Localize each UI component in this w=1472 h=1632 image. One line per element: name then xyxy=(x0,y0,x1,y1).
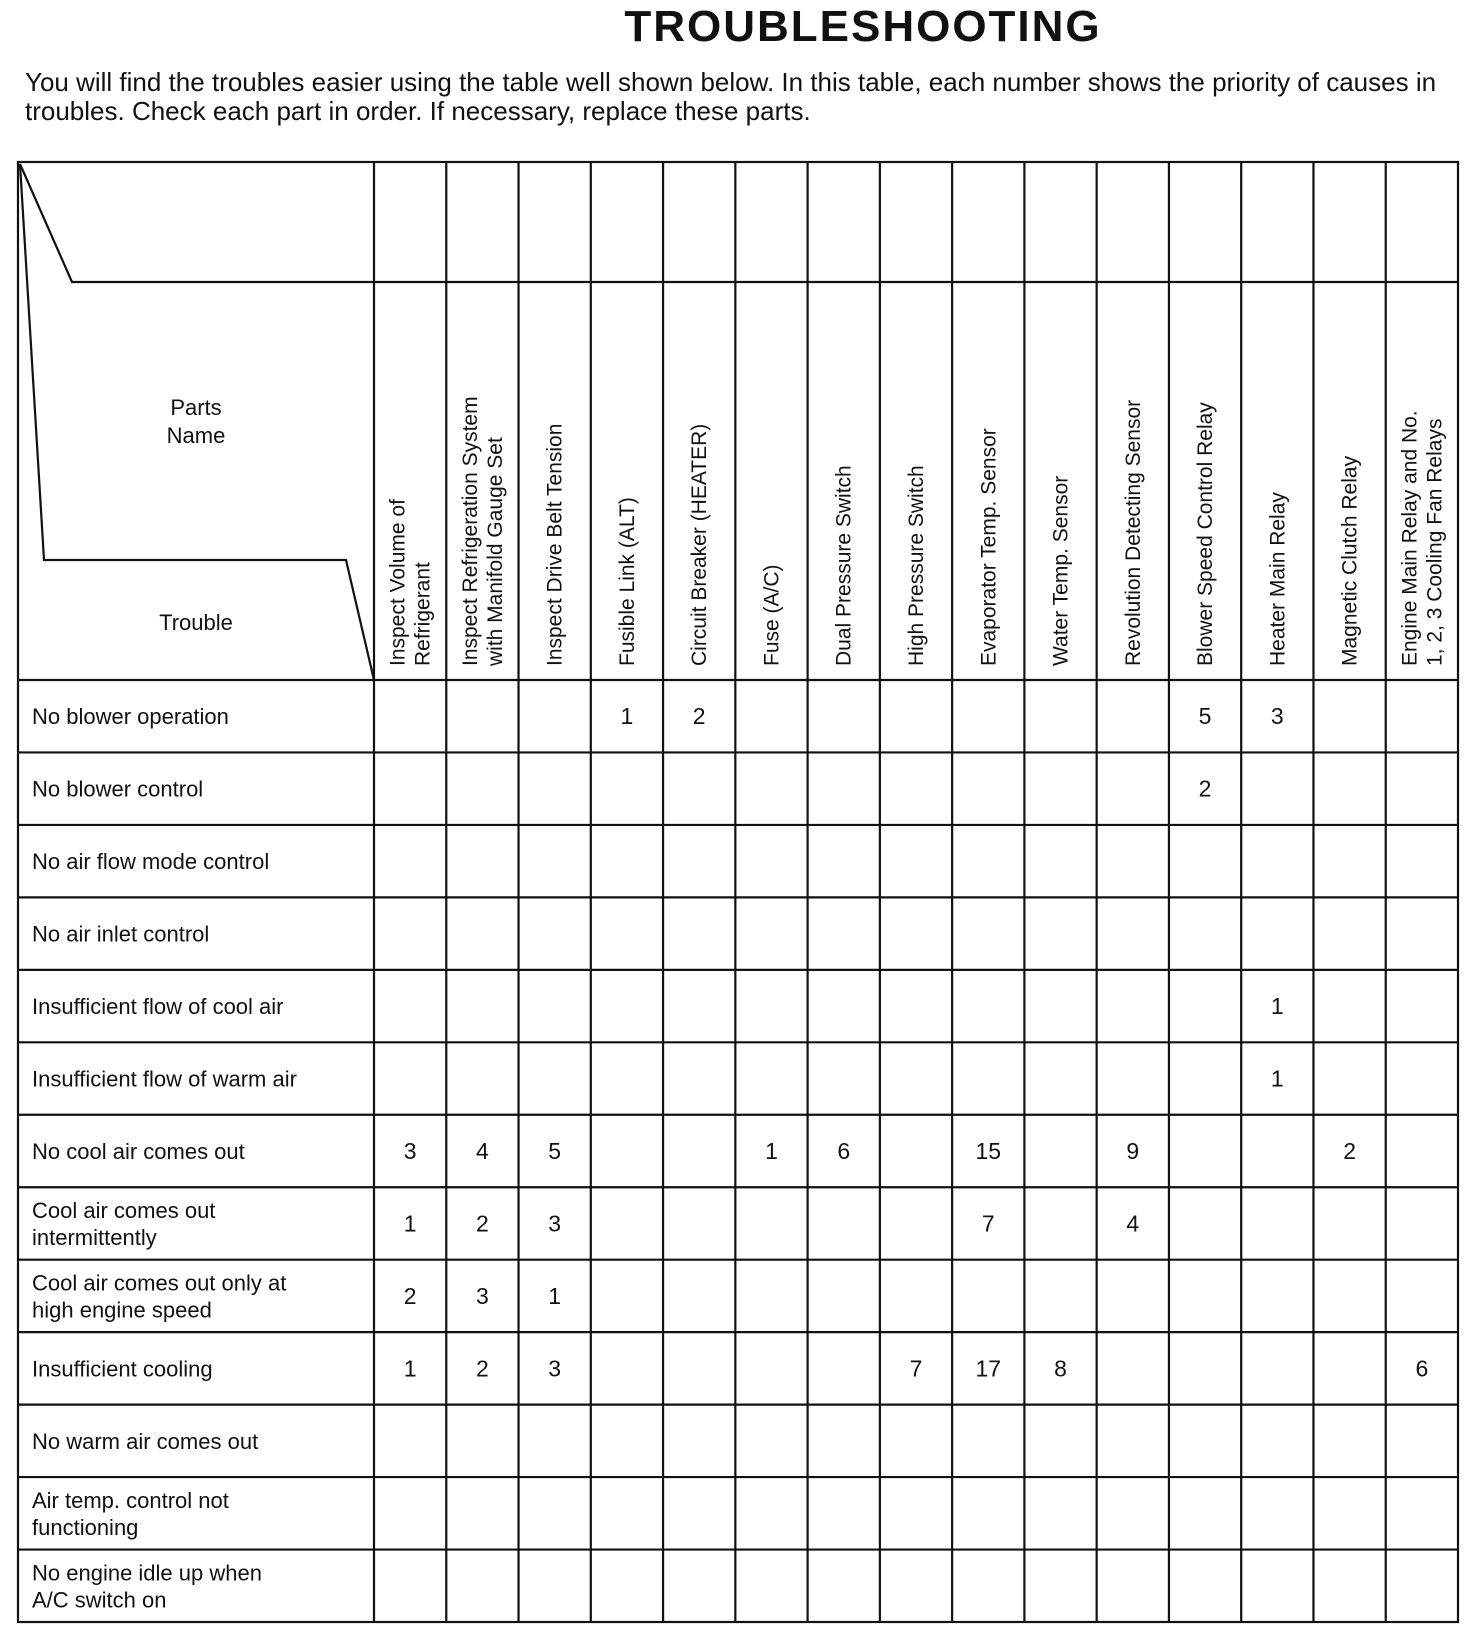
trouble-label-line: No blower control xyxy=(32,776,204,802)
trouble-label xyxy=(32,1198,215,1250)
priority-value: 7 xyxy=(981,1210,995,1237)
column-header-line: Magnetic Clutch Relay xyxy=(1338,455,1362,666)
trouble-label-line: intermittently xyxy=(32,1224,157,1250)
trouble-label xyxy=(32,777,203,802)
column-header-line: Fuse (A/C) xyxy=(760,564,784,666)
trouble-label-line: Cool air comes out xyxy=(32,1197,216,1223)
priority-value: 17 xyxy=(975,1355,1002,1382)
priority-value: 4 xyxy=(1126,1210,1140,1237)
column-header xyxy=(459,396,507,667)
column-header xyxy=(688,424,711,666)
priority-value: 2 xyxy=(1198,775,1212,802)
column-header-line: with Manifold Gauge Set xyxy=(483,437,507,666)
priority-value: 9 xyxy=(1126,1138,1140,1164)
column-header-line: Revolution Detecting Sensor xyxy=(1121,399,1145,666)
trouble-label-line: Insufficient flow of cool air xyxy=(32,994,284,1020)
column-header xyxy=(905,465,928,666)
priority-value: 3 xyxy=(403,1138,417,1164)
priority-value: 1 xyxy=(620,703,634,730)
trouble-label xyxy=(32,1067,297,1092)
priority-value: 2 xyxy=(1343,1138,1356,1164)
column-header xyxy=(616,497,639,666)
column-header-line: Inspect Refrigeration System xyxy=(458,396,482,666)
corner-parts-label: Parts xyxy=(170,395,222,420)
priority-value: 2 xyxy=(692,703,706,730)
trouble-label xyxy=(32,1139,245,1164)
column-header-line: 1, 2, 3 Cooling Fan Relays xyxy=(1423,418,1447,666)
trouble-label-line: No air flow mode control xyxy=(32,849,270,875)
column-header xyxy=(1339,455,1362,666)
column-header-line: Blower Speed Control Relay xyxy=(1194,402,1218,666)
corner-diagonal xyxy=(20,164,374,680)
priority-value: 5 xyxy=(548,1138,562,1164)
column-header-line: Heater Main Relay xyxy=(1266,492,1290,666)
corner-diagonal xyxy=(20,164,374,282)
trouble-label-line: Insufficient flow of warm air xyxy=(32,1066,297,1092)
trouble-label-line: high engine speed xyxy=(32,1297,212,1323)
priority-value: 1 xyxy=(403,1355,417,1382)
priority-value: 15 xyxy=(975,1138,1002,1164)
trouble-label xyxy=(32,1560,262,1612)
column-header xyxy=(760,564,783,666)
trouble-label-line: A/C switch on xyxy=(32,1587,167,1613)
priority-value: 1 xyxy=(403,1210,417,1237)
column-header xyxy=(1398,410,1446,666)
column-header-line: Refrigerant xyxy=(411,562,435,666)
priority-value: 3 xyxy=(476,1282,489,1309)
trouble-label-line: Air temp. control not xyxy=(32,1487,229,1513)
priority-value: 3 xyxy=(548,1210,562,1237)
column-header xyxy=(544,424,567,666)
priority-value: 4 xyxy=(476,1138,489,1164)
trouble-label-line: Cool air comes out only at xyxy=(32,1270,287,1296)
priority-value: 5 xyxy=(1198,703,1212,730)
corner-trouble-label: Trouble xyxy=(159,610,233,635)
trouble-label xyxy=(32,922,209,947)
column-header xyxy=(1194,402,1217,666)
priority-value: 8 xyxy=(1054,1355,1067,1382)
trouble-label-line: No cool air comes out xyxy=(32,1139,245,1164)
column-header-line: Water Temp. Sensor xyxy=(1049,475,1073,666)
column-header xyxy=(1266,492,1289,666)
priority-value: 2 xyxy=(403,1282,417,1309)
page-title: TROUBLESHOOTING xyxy=(624,2,1102,51)
column-header xyxy=(833,465,856,666)
priority-value: 1 xyxy=(765,1138,778,1164)
column-header-line: Inspect Drive Belt Tension xyxy=(543,423,567,666)
intro-paragraph: You will find the troubles easier using the table well shown below. In this table, each number shows the priority of causes in troubles. Check each part in order. If necessary, replace these parts. xyxy=(25,67,1437,126)
column-header-line: High Pressure Switch xyxy=(905,465,928,666)
priority-value: 6 xyxy=(1415,1355,1429,1382)
priority-value: 1 xyxy=(548,1282,562,1309)
priority-value: 2 xyxy=(476,1355,489,1382)
trouble-label xyxy=(32,849,269,874)
priority-value: 3 xyxy=(548,1355,562,1382)
trouble-label-line: functioning xyxy=(32,1514,139,1540)
column-header-line: Evaporator Temp. Sensor xyxy=(977,428,1001,666)
trouble-label-line: No blower operation xyxy=(32,704,229,730)
column-header xyxy=(387,499,435,666)
corner-name-label: Name xyxy=(166,423,226,448)
priority-value: 1 xyxy=(1270,993,1284,1020)
trouble-label xyxy=(32,1429,258,1454)
priority-value: 2 xyxy=(476,1210,489,1237)
priority-value: 6 xyxy=(837,1138,851,1164)
trouble-label xyxy=(32,994,284,1019)
trouble-label xyxy=(32,704,229,729)
priority-value: 7 xyxy=(909,1355,923,1382)
trouble-label xyxy=(32,1270,286,1322)
trouble-label-line: No warm air comes out xyxy=(32,1428,259,1454)
column-header-line: Circuit Breaker (HEATER) xyxy=(688,423,712,666)
column-header-line: Inspect Volume of xyxy=(386,499,410,666)
priority-value: 3 xyxy=(1270,703,1284,730)
trouble-label xyxy=(32,1356,213,1381)
trouble-label xyxy=(32,1488,229,1540)
trouble-label-line: No air inlet control xyxy=(32,921,210,947)
column-header xyxy=(1122,400,1145,666)
column-header-line: Fusible Link (ALT) xyxy=(615,497,639,666)
trouble-label-line: No engine idle up when xyxy=(32,1560,262,1586)
trouble-label-line: Insufficient cooling xyxy=(32,1356,213,1382)
column-header-line: Engine Main Relay and No. xyxy=(1398,410,1422,666)
column-header xyxy=(1050,476,1073,666)
column-header-line: Dual Pressure Switch xyxy=(832,465,856,666)
column-header xyxy=(977,428,1000,666)
priority-value: 1 xyxy=(1270,1065,1284,1092)
